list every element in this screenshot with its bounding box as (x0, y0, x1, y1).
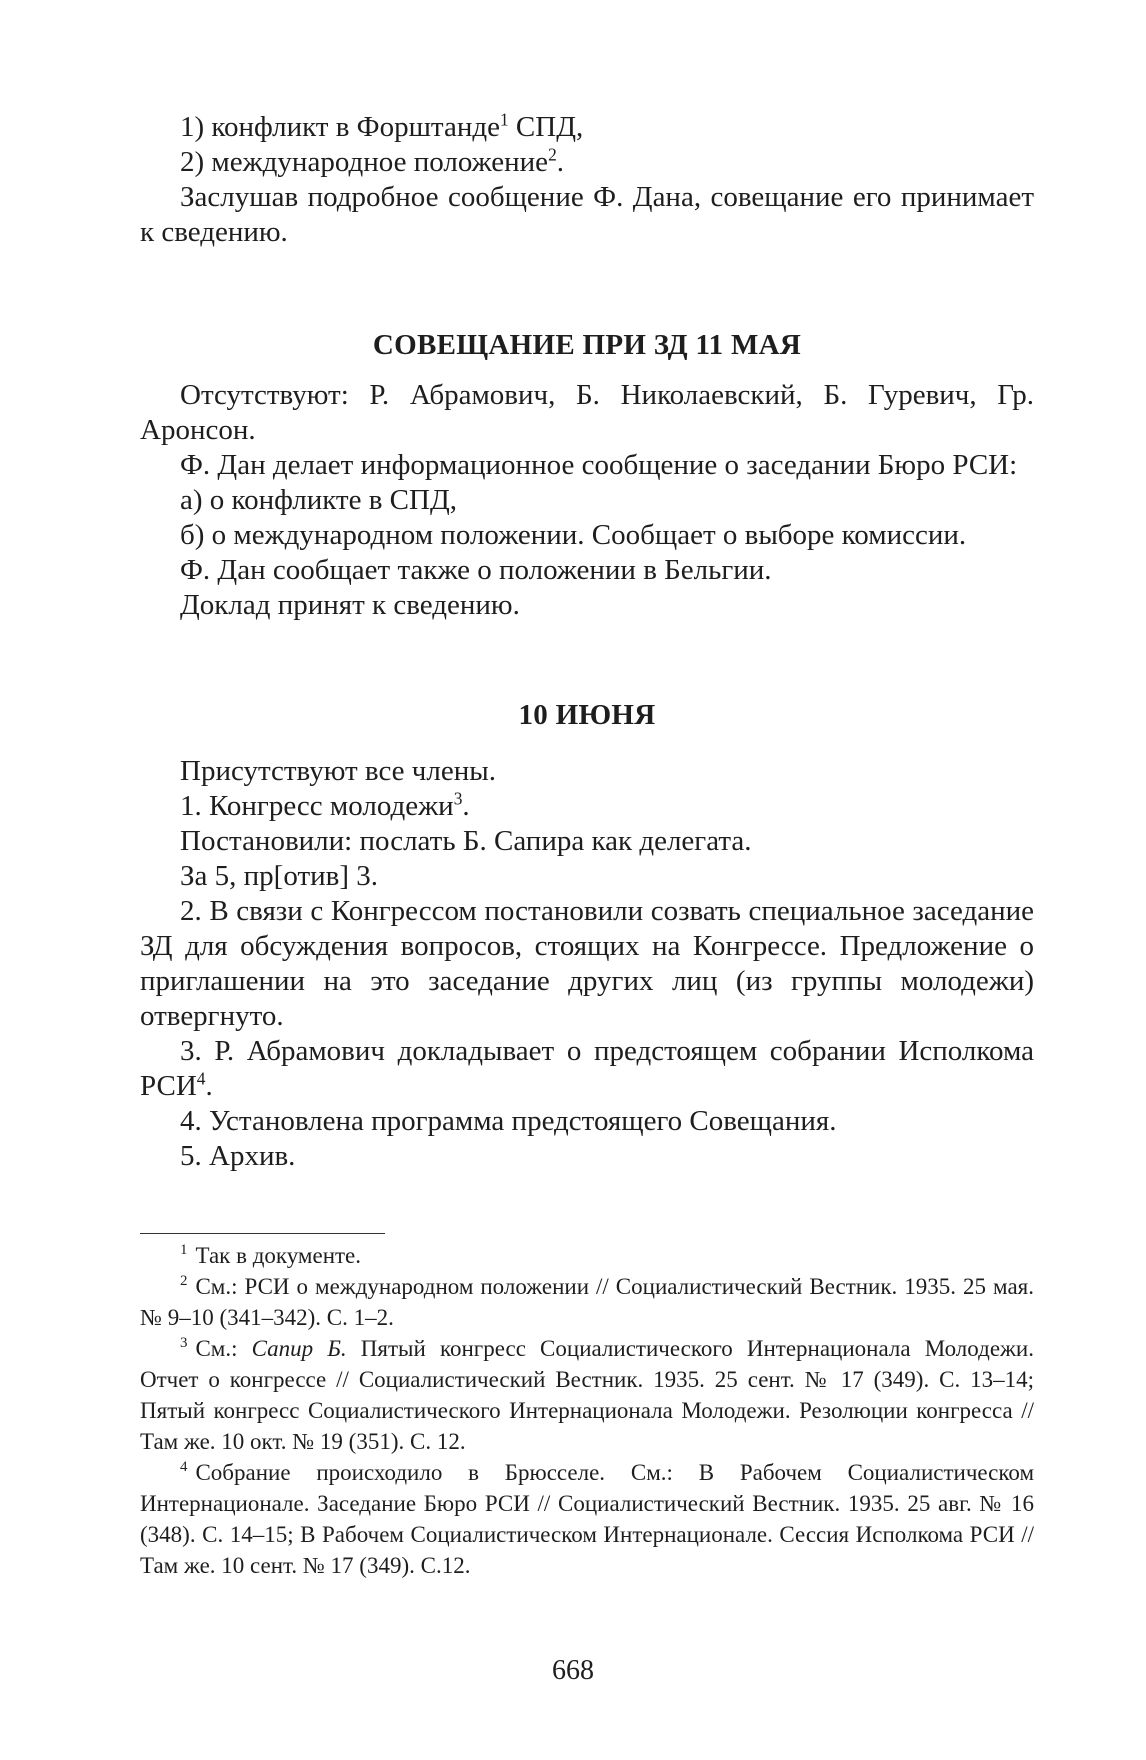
paragraph: Заслушав подробное сообщение Ф. Дана, совещание его принимает к сведению. (140, 181, 1034, 248)
paragraph: За 5, пр[отив] 3. (180, 860, 378, 892)
paragraph: б) о международном положении. Сообщает о выборе комиссии. (180, 519, 967, 551)
section-june-10 (140, 698, 1034, 733)
top-block (140, 110, 1034, 250)
footnote-ref-1: 1 (499, 109, 509, 130)
paragraph: 3. Р. Абрамович докладывает о предстоящем собрании Исполкома РСИ$^4$. (140, 1035, 1034, 1102)
section-heading: 10 ИЮНЯ (518, 699, 656, 731)
page-number: 668 (552, 1655, 594, 1686)
footnote-1: $^1$ Так в документе. (180, 1242, 362, 1268)
paragraph: 4. Установлена программа предстоящего Совещания. (180, 1105, 837, 1137)
section-heading: СОВЕЩАНИЕ ПРИ ЗД 11 МАЯ (372, 329, 802, 361)
section-june-10-body (140, 754, 1034, 1174)
paragraph: а) о конфликте в СПД, (180, 484, 457, 516)
footnote-3: $^3$ См.: Сапир Б. Пятый конгресс Социалистического Интернационала Молодежи. Отчет о конгрессе // Социалистический Вестник. 1935. 25 сент. № 17 (349). С. 13–14; Пятый конгресс Социалистического Интернационала Молодежи. Резолюции конгресса // Там же. 10 окт. № 19 (351). С. 12. (140, 1335, 1034, 1454)
agenda-item-1: 1) конфликт в Форштанде$^1$ СПД, (180, 109, 584, 143)
section-may-11 (140, 328, 1034, 363)
paragraph: Ф. Дан сообщает также о положении в Бельгии. (180, 554, 772, 586)
paragraph: Отсутствуют: Р. Абрамович, Б. Николаевский, Б. Гуревич, Гр. Аронсон. (140, 379, 1034, 446)
paragraph: 2. В связи с Конгрессом постановили созвать специальное заседание ЗД для обсуждения вопросов, стоящих на Конгрессе. Предложение о приглашении на это заседание других лиц (из группы молодежи) отвергнуто. (140, 895, 1034, 1032)
paragraph: Ф. Дан делает информационное сообщение о заседании Бюро РСИ: (180, 449, 1018, 481)
footnote-ref-4: 4 (196, 1068, 206, 1089)
footnote-ref-2: 2 (548, 144, 557, 165)
paragraph: Постановили: послать Б. Сапира как делегата. (180, 825, 752, 857)
footnotes (140, 1240, 1034, 1581)
paragraph: Присутствуют все члены. (180, 755, 496, 787)
section-may-11-body (140, 378, 1034, 623)
agenda-item-2: 2) международное положение$^2$. (180, 144, 565, 178)
footnote-4: $^4$ Собрание происходило в Брюсселе. См.: В Рабочем Социалистическом Интернационале. Заседание Бюро РСИ // Социалистический Вестник. 1935. 25 авг. № 16 (348). С. 14–15; В Рабочем Социалистическом Интернационале. Сессия Исполкома РСИ // Там же. 10 сент. № 17 (349). С.12. (140, 1459, 1034, 1578)
paragraph: 5. Архив. (180, 1140, 296, 1172)
footnote-2: $^2$ См.: РСИ о международном положении // Социалистический Вестник. 1935. 25 мая. № 9–10 (341–342). С. 1–2. (140, 1273, 1034, 1330)
paragraph: Доклад принят к сведению. (180, 589, 520, 621)
footnote-divider (140, 1233, 385, 1234)
footnote-ref-3: 3 (453, 788, 463, 809)
paragraph: 1. Конгресс молодежи$^3$. (180, 788, 470, 822)
